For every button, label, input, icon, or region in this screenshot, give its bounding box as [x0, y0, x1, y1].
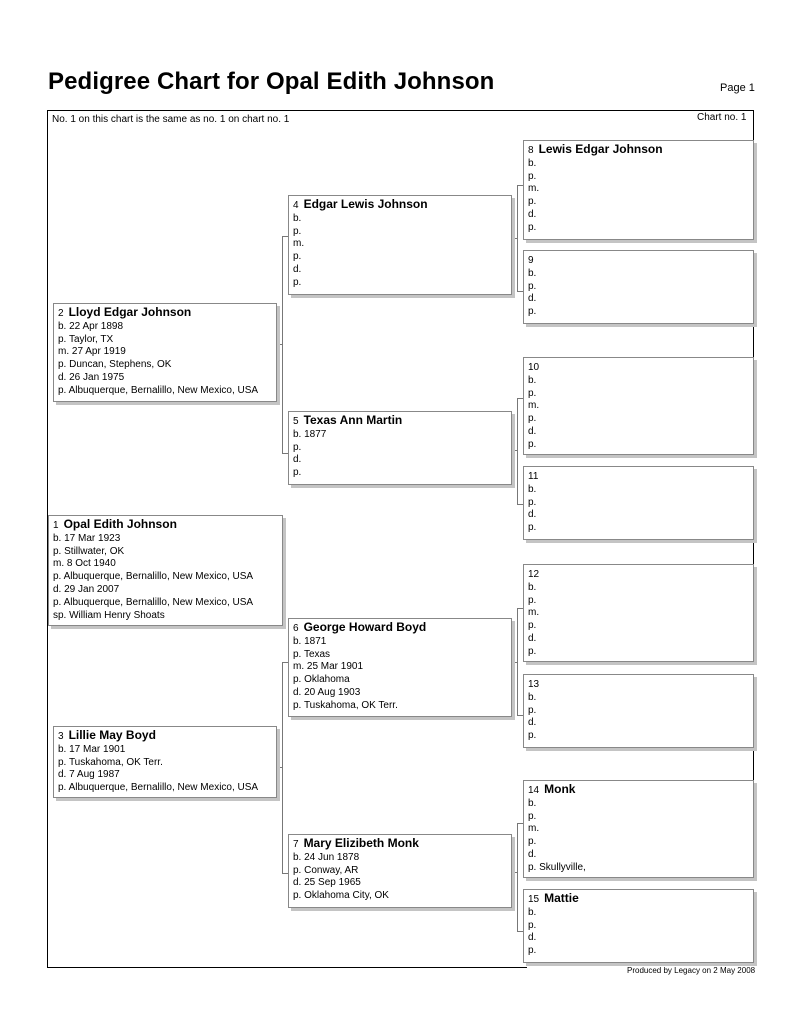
- person-detail: m.: [528, 400, 540, 412]
- person-detail: m.: [528, 823, 540, 835]
- person-number: 8: [528, 145, 534, 156]
- person-detail: b.: [528, 267, 537, 279]
- person-detail: b.: [528, 691, 537, 703]
- connector-line: [512, 872, 518, 873]
- person-detail: p.: [528, 704, 537, 716]
- person-detail: sp. William Henry Shoats: [53, 609, 165, 621]
- person-detail: p.: [528, 413, 537, 425]
- person-detail: b. 17 Mar 1901: [58, 743, 126, 755]
- connector-line: [517, 823, 518, 932]
- person-detail: p.: [528, 387, 537, 399]
- person-detail: p.: [293, 467, 302, 479]
- person-detail: d.: [528, 509, 537, 521]
- person-number: 13: [528, 679, 540, 690]
- person-detail: p.: [528, 810, 537, 822]
- connector-line: [282, 236, 283, 454]
- frame-right-edge: [753, 540, 754, 564]
- frame-top-extension: [526, 110, 754, 111]
- person-name: Opal Edith Johnson: [63, 517, 177, 531]
- connector-line: [517, 398, 518, 505]
- person-detail: p.: [528, 280, 537, 292]
- person-detail: b.: [528, 797, 537, 809]
- person-detail: m. 27 Apr 1919: [58, 346, 126, 358]
- person-detail: d.: [528, 425, 537, 437]
- person-detail: d. 7 Aug 1987: [58, 769, 120, 781]
- person-number: 15: [528, 894, 540, 905]
- connector-line: [512, 238, 518, 239]
- person-detail: p.: [528, 306, 537, 318]
- person-name: Monk: [544, 782, 576, 796]
- person-detail: p.: [293, 276, 302, 288]
- person-detail: p. Albuquerque, Bernalillo, New Mexico, USA: [58, 782, 259, 794]
- person-box-5[interactable]: [288, 411, 512, 485]
- person-number: 11: [528, 471, 539, 482]
- page-number: Page 1: [720, 82, 755, 94]
- person-detail: p.: [528, 438, 537, 450]
- person-number: 2: [58, 308, 64, 319]
- person-detail: d.: [293, 454, 302, 466]
- person-box-13[interactable]: [523, 674, 754, 748]
- person-number: 12: [528, 569, 540, 580]
- person-detail: p. Albuquerque, Bernalillo, New Mexico, USA: [53, 596, 254, 608]
- person-number: 4: [293, 200, 299, 211]
- person-number: 9: [528, 255, 534, 266]
- person-name: Lillie May Boyd: [68, 728, 156, 742]
- footer-credit: Produced by Legacy on 2 May 2008: [627, 966, 756, 975]
- person-detail: b. 1877: [293, 428, 327, 440]
- person-detail: d.: [528, 632, 537, 644]
- connector-line: [282, 662, 283, 874]
- person-number: 1: [53, 520, 59, 531]
- frame-right-edge: [753, 748, 754, 780]
- person-box-7[interactable]: [288, 834, 512, 908]
- person-detail: p. Skullyville,: [528, 861, 586, 873]
- person-detail: p.: [528, 594, 537, 606]
- person-detail: p.: [528, 730, 537, 742]
- person-box-14[interactable]: [523, 780, 754, 878]
- person-detail: p.: [528, 196, 537, 208]
- person-detail: p.: [528, 836, 537, 848]
- person-detail: d.: [528, 717, 537, 729]
- frame-right-edge: [753, 110, 754, 140]
- person-detail: p.: [293, 441, 302, 453]
- person-detail: b. 1871: [293, 635, 327, 647]
- person-name: Mattie: [544, 891, 579, 905]
- person-detail: m. 25 Mar 1901: [293, 661, 364, 673]
- person-number: 10: [528, 362, 540, 373]
- person-box-8[interactable]: [523, 140, 754, 240]
- person-detail: m.: [528, 183, 540, 195]
- person-detail: b. 22 Apr 1898: [58, 320, 124, 332]
- person-detail: p.: [293, 251, 302, 263]
- person-detail: p. Oklahoma: [293, 674, 350, 686]
- person-detail: b.: [528, 906, 537, 918]
- person-detail: p.: [528, 919, 537, 931]
- chart-number: Chart no. 1: [697, 112, 747, 123]
- page-title: Pedigree Chart for Opal Edith Johnson: [48, 68, 495, 95]
- connector-line: [277, 344, 283, 345]
- person-box-6[interactable]: [288, 618, 512, 717]
- person-name: Lewis Edgar Johnson: [538, 142, 663, 156]
- person-detail: d. 20 Aug 1903: [293, 686, 361, 698]
- person-box-1[interactable]: [48, 515, 283, 626]
- person-detail: b. 17 Mar 1923: [53, 532, 121, 544]
- person-box-4[interactable]: [288, 195, 512, 295]
- person-box-10[interactable]: [523, 357, 754, 455]
- person-number: 7: [293, 839, 299, 850]
- person-detail: p. Conway, AR: [293, 864, 359, 876]
- person-name: Texas Ann Martin: [303, 413, 403, 427]
- person-detail: p. Duncan, Stephens, OK: [58, 359, 172, 371]
- person-box-2[interactable]: [53, 303, 277, 402]
- person-detail: d.: [528, 932, 537, 944]
- person-box-15[interactable]: [523, 889, 754, 963]
- person-detail: b.: [528, 581, 537, 593]
- person-detail: p.: [528, 170, 537, 182]
- person-number: 3: [58, 731, 64, 742]
- person-detail: p.: [528, 496, 537, 508]
- person-detail: b.: [528, 157, 537, 169]
- person-number: 14: [528, 785, 540, 796]
- person-detail: b. 24 Jun 1878: [293, 851, 360, 863]
- person-detail: p. Albuquerque, Bernalillo, New Mexico, USA: [58, 384, 259, 396]
- person-detail: m.: [293, 238, 305, 250]
- person-name: Mary Elizibeth Monk: [303, 836, 419, 850]
- person-number: 5: [293, 416, 299, 427]
- person-box-12[interactable]: [523, 564, 754, 662]
- person-detail: b.: [528, 374, 537, 386]
- person-name: George Howard Boyd: [303, 620, 427, 634]
- person-number: 6: [293, 623, 299, 634]
- connector-line: [277, 767, 283, 768]
- person-detail: d.: [528, 208, 537, 220]
- person-detail: d. 25 Sep 1965: [293, 877, 361, 889]
- person-detail: b.: [293, 212, 302, 224]
- person-detail: p. Texas: [293, 648, 331, 660]
- person-detail: p.: [528, 945, 537, 957]
- person-detail: m.: [528, 607, 540, 619]
- person-detail: p.: [528, 221, 537, 233]
- chart-note: No. 1 on this chart is the same as no. 1 on chart no. 1: [52, 114, 290, 125]
- person-detail: d.: [528, 293, 537, 305]
- person-detail: b.: [528, 483, 537, 495]
- frame-right-edge: [753, 324, 754, 357]
- person-detail: m. 8 Oct 1940: [53, 558, 116, 570]
- person-detail: p. Stillwater, OK: [53, 545, 125, 557]
- person-detail: p.: [293, 225, 302, 237]
- person-detail: d. 26 Jan 1975: [58, 371, 125, 383]
- person-detail: p. Albuquerque, Bernalillo, New Mexico, USA: [53, 571, 254, 583]
- person-detail: p. Taylor, TX: [58, 333, 114, 345]
- person-detail: d.: [293, 263, 302, 275]
- person-detail: d. 29 Jan 2007: [53, 583, 120, 595]
- person-box-3[interactable]: [53, 726, 277, 798]
- person-detail: p. Tuskahoma, OK Terr.: [293, 699, 398, 711]
- person-name: Lloyd Edgar Johnson: [68, 305, 192, 319]
- connector-line: [512, 662, 518, 663]
- connector-line: [512, 450, 518, 451]
- person-detail: p. Tuskahoma, OK Terr.: [58, 756, 163, 768]
- person-detail: p.: [528, 645, 537, 657]
- person-box-9[interactable]: [523, 250, 754, 324]
- person-detail: p.: [528, 620, 537, 632]
- person-name: Edgar Lewis Johnson: [303, 197, 428, 211]
- person-detail: d.: [528, 848, 537, 860]
- person-box-11[interactable]: [523, 466, 754, 540]
- person-detail: p.: [528, 522, 537, 534]
- person-detail: p. Oklahoma City, OK: [293, 890, 389, 902]
